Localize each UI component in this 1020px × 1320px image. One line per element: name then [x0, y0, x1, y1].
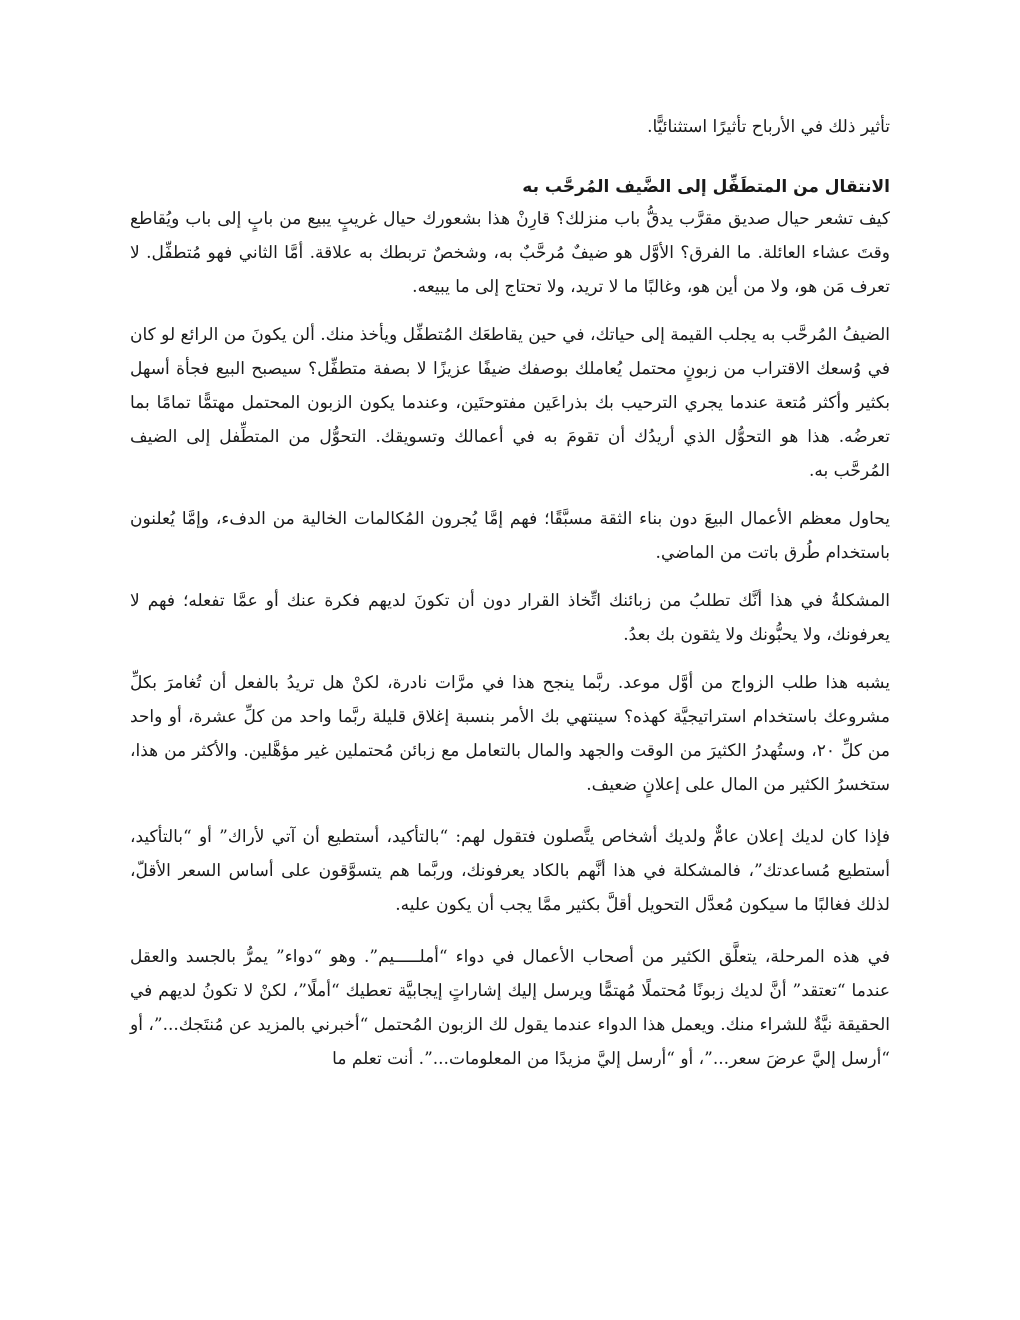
opening-line: تأثير ذلك في الأرباح تأثيرًا استثنائيًّا. — [647, 117, 890, 137]
paragraph-1: كيف تشعر حيال صديق مقرَّب يدقُّ باب منزلك؟ قارِنْ هذا بشعورك حيال غريبٍ يبيع من بابٍ إلى باب ويُقاطع وقتَ عشاء العائلة. ما الفرق؟ الأوَّل هو ضيفٌ مُرحَّبٌ به، وشخصٌ تربطك به علاقة. أمَّا الثاني فهو مُتطفِّل. لا تعرف مَن هو، ولا من أين هو، وغالبًا ما لا تريد، ولا تحتاج إلى ما يبيعه. — [130, 209, 890, 297]
paragraph-2: الضيفُ المُرحَّب به يجلب القيمة إلى حياتك، في حين يقاطعَك المُتطفِّل ويأخذ منك. ألن يكونَ من الرائع لو كان في وُسعك الاقتراب من زبونٍ محتمل يُعاملك بوصفك ضيفًا عزيزًا لا بصفة متطفِّل؟ سيصبح البيع فجأة أسهل بكثير وأكثر مُتعة عندما يجري الترحيب بك بذراعَين مفتوحتَين، وعندما يكون الزبون المحتمل مهتمًّا تمامًا بما تعرضُه. هذا هو التحوُّل الذي أريدُك أن تقومَ به في أعمالك وتسويقك. التحوُّل من المتطِّفل إلى الضيف المُرحَّب به. — [130, 325, 890, 481]
paragraph-3: يحاول معظم الأعمال البيعَ دون بناء الثقة مسبَّقًا؛ فهم إمَّا يُجرون المُكالمات الخالية من الدفء، وإمَّا يُعلنون باستخدام طُرق باتت من الماضي. — [130, 509, 890, 563]
paragraph-5: يشبه هذا طلب الزواج من أوَّل موعد. ربَّما ينجح هذا في مرَّات نادرة، لكنْ هل تريدُ بالفعل أن تُغامرَ بكلِّ مشروعك باستخدام استراتيجيَّة كهذه؟ سينتهي بك الأمر بنسبة إغلاق قليلة ربَّما واحد من كلِّ عشرة، أو واحد من كلِّ ٢٠، وستُهدرُ الكثيرَ من الوقت والجهد والمال بالتعامل مع زبائن مُحتملين غير مؤهَّلين. والأكثر من هذا، ستخسرُ الكثير من المال على إعلانٍ ضعيف. — [130, 673, 890, 795]
paragraph-4: المشكلةُ في هذا أنَّك تطلبُ من زبائنك اتِّخاذ القرار دون أن تكونَ لديهم فكرة عنك أو عمَّا تفعله؛ فهم لا يعرفونك، ولا يحبُّونك ولا يثقون بك بعدُ. — [130, 591, 890, 645]
paragraph-7: في هذه المرحلة، يتعلَّق الكثير من أصحاب الأعمال في دواء “أملـــــيم”. وهو “دواء” يمرُّ بالجسد والعقل عندما “تعتقد” أنَّ لديك زبونًا مُحتملًا مُهتمًّا ويرسل إليك إشاراتٍ إيجابيَّة تعطيك “أملًا”، لكنْ لا تكونُ لديهم في الحقيقة نيَّةٌ للشراء منك. ويعمل هذا الدواء عندما يقول لك الزبون المُحتمل “أخبرني بالمزيد عن مُنتَجك...”، أو “أرسل إليَّ عرضَ سعر...”، أو “أرسل إليَّ مزيدًا من المعلومات...”. أنت تعلم ما — [130, 947, 890, 1069]
document-page — [130, 110, 890, 1280]
section-heading: الانتقال من المتطَفِّل إلى الضَّيف المُرحَّب به — [522, 177, 890, 197]
paragraph-6: فإذا كان لديك إعلان عامٌّ ولديك أشخاص يتَّصلون فتقول لهم: “بالتأكيد، أستطيع أن آتي لأراك” أو “بالتأكيد، أستطيع مُساعدتك”، فالمشكلة في هذا أنَّهم بالكاد يعرفونك، وربَّما هم يتسوَّقون على أساس السعر الأقلّ، لذلك فغالبًا ما سيكون مُعدَّل التحويل أقلَّ بكثير ممَّا يجب أن يكون عليه. — [130, 827, 890, 915]
